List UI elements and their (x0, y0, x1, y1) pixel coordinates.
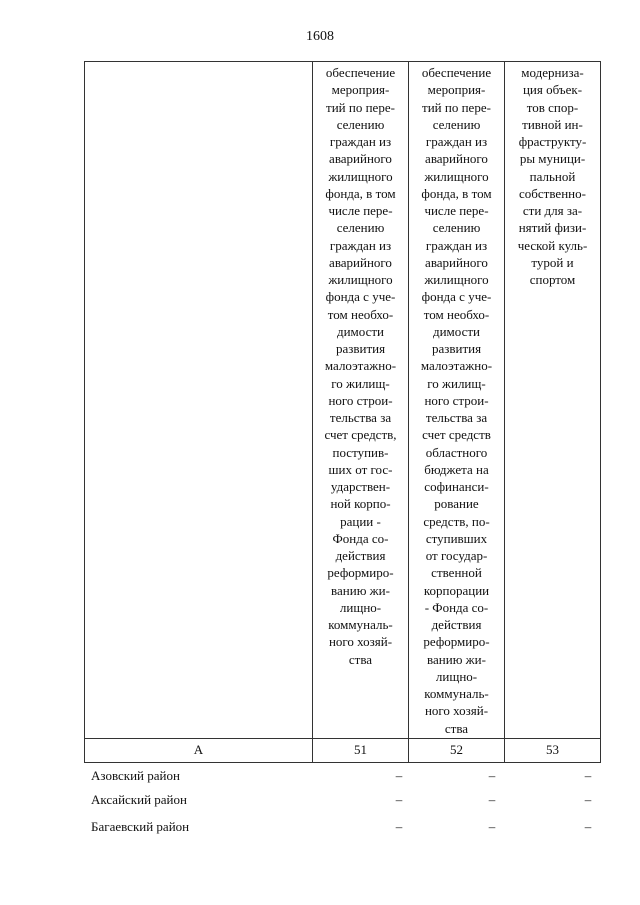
header-text-line: развития (431, 341, 482, 356)
header-text-line: ного строи- (424, 392, 489, 408)
header-text-52 (409, 62, 504, 738)
header-text-line: сти для за- (522, 203, 583, 218)
header-text-line: жилищного (424, 272, 489, 287)
district-row (91, 790, 600, 810)
header-text-line: тов спор- (526, 99, 579, 115)
header-text-line: мероприя- (427, 82, 486, 98)
header-text-line: мероприя- (331, 82, 390, 98)
column-number-52: 52 (409, 738, 505, 762)
header-text-line: малоэтажно- (420, 358, 493, 374)
header-text-line: димости (336, 323, 385, 339)
district-name: Азовский район (91, 768, 180, 783)
header-text-line: ванию жи- (331, 582, 390, 598)
table-header-row (85, 62, 601, 739)
header-text-line: счет средств (422, 427, 491, 443)
header-text-line: пальной (529, 168, 576, 184)
header-cell-53 (505, 62, 601, 739)
header-text-line: ческой куль- (517, 237, 588, 253)
district-value-51: – (395, 768, 403, 783)
header-text-line: нятий физи- (518, 220, 587, 236)
column-number-a: А (85, 738, 313, 762)
header-text-line: жилищного (424, 168, 489, 184)
header-text-line: аварийного (329, 151, 392, 167)
header-cell-name (85, 62, 313, 739)
district-value-51: – (395, 819, 403, 834)
district-row (91, 766, 600, 786)
header-text-line: турой и (531, 254, 574, 270)
header-text-line: фонда с уче- (421, 289, 492, 305)
header-text-line: средств, по- (423, 513, 490, 529)
header-text-line: действия (335, 548, 386, 563)
header-text-line: том необхо- (327, 306, 394, 322)
header-text-line: ры муници- (519, 151, 586, 167)
column-number-51: 51 (313, 738, 409, 762)
header-text-line: селению (336, 116, 385, 132)
page-number: 1608 (306, 29, 334, 44)
header-text-line: ступивших (425, 530, 488, 546)
header-text-line: тий по пере- (422, 99, 491, 115)
header-text-line: тельства за (425, 410, 488, 425)
header-text-line: го жилищ- (427, 375, 486, 391)
header-text-line: областного (425, 444, 488, 460)
header-text-53 (505, 62, 600, 289)
header-text-line: ственной (431, 565, 482, 581)
header-text-line: селению (432, 220, 481, 236)
header-text-line: малоэтажно- (324, 358, 397, 374)
header-text-line: граждан из (425, 134, 488, 149)
header-text-line: поступив- (332, 444, 389, 460)
header-text-line: ства (348, 651, 373, 667)
header-text-line: аварийного (425, 151, 488, 167)
header-text-line: ударствен- (330, 479, 391, 494)
header-text-line: ция объек- (522, 82, 583, 98)
header-cell-51 (313, 62, 409, 739)
column-number-53: 53 (505, 738, 601, 762)
header-text-line: спортом (529, 272, 576, 287)
header-text-line: реформиро- (423, 634, 490, 650)
district-value-53: – (584, 819, 592, 834)
header-text-line: собственно- (519, 185, 586, 201)
district-value-52: – (488, 792, 496, 807)
district-value-53: – (584, 768, 592, 783)
header-text-line: действия (431, 617, 482, 632)
header-text-line: ной корпо- (330, 496, 391, 512)
header-text-line: Фонда со- (332, 530, 389, 546)
district-value-53: – (584, 792, 592, 807)
header-text-line: лищно- (339, 599, 382, 615)
header-text-line: фонда, в том (325, 185, 396, 201)
header-cell-52 (409, 62, 505, 739)
district-value-51: – (395, 792, 403, 807)
header-text-line: ного хозяй- (424, 703, 489, 719)
header-text-line: счет средств, (324, 427, 397, 443)
district-name: Багаевский район (91, 819, 190, 834)
header-text-line: граждан из (425, 237, 488, 253)
header-text-line: ного строи- (328, 392, 393, 408)
header-text-line: рование (434, 496, 479, 512)
header-text-line: бюджета на (424, 461, 489, 477)
header-text-line: числе пере- (424, 203, 489, 218)
header-text-line: ванию жи- (427, 651, 486, 667)
header-text-line: селению (432, 116, 481, 132)
header-text-line: том необхо- (423, 306, 490, 322)
header-text-line: модерниза- (521, 65, 584, 80)
header-text-line: ного хозяй- (328, 634, 393, 650)
header-text-line: ства (444, 720, 469, 736)
header-text-line: фонда с уче- (325, 289, 396, 305)
header-text-line: - Фонда со- (424, 599, 489, 615)
header-text-line: корпорации (423, 582, 490, 598)
district-value-52: – (488, 768, 496, 783)
header-text-line: тельства за (329, 410, 392, 425)
header-text-line: фонда, в том (421, 185, 492, 201)
district-value-52: – (488, 819, 496, 834)
header-text-line: софинанси- (424, 479, 489, 494)
header-text-51 (313, 62, 408, 669)
header-text-line: жилищного (328, 272, 393, 287)
district-name: Аксайский район (91, 792, 187, 807)
header-text-line: жилищного (328, 168, 393, 184)
header-text-line: коммуналь- (328, 617, 393, 632)
header-text-line: аварийного (425, 254, 488, 270)
header-text-line: развития (335, 341, 386, 356)
header-text-line: рации - (340, 513, 381, 529)
header-text-line: ших от гос- (328, 461, 393, 477)
header-text-line: обеспечение (325, 65, 396, 80)
district-row (91, 817, 600, 837)
header-text-line: тий по пере- (326, 99, 395, 115)
budget-table (84, 61, 601, 763)
header-text-line: числе пере- (328, 203, 393, 218)
header-text-line: обеспечение (421, 65, 492, 80)
header-text-line: коммуналь- (424, 686, 489, 701)
header-text-line: граждан из (329, 237, 392, 253)
header-text-line: селению (336, 220, 385, 236)
header-text-line: лищно- (435, 668, 478, 684)
header-text-line: граждан из (329, 134, 392, 149)
header-text-line: тивной ин- (522, 116, 583, 132)
header-text-line: го жилищ- (331, 375, 390, 391)
column-number-row (85, 738, 601, 762)
header-text-line: реформиро- (327, 565, 394, 581)
header-text-line: аварийного (329, 254, 392, 270)
header-text-line: димости (432, 323, 481, 339)
header-text-line: от государ- (425, 548, 488, 563)
header-text-line: фраструкту- (518, 134, 587, 149)
